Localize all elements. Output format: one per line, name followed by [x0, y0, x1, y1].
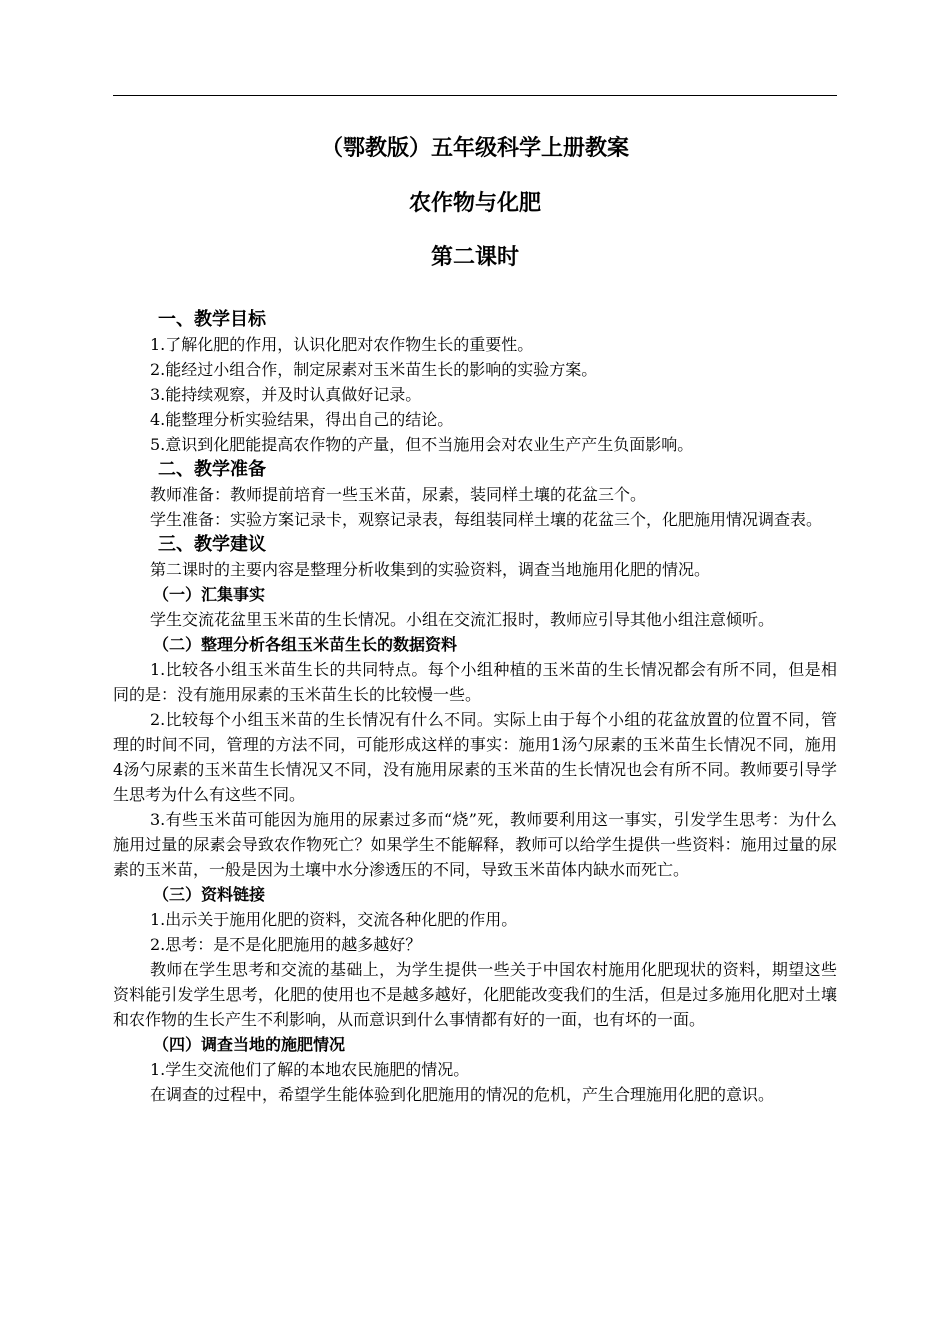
- goal-item: 1.了解化肥的作用，认识化肥对农作物生长的重要性。: [150, 335, 534, 354]
- suggestions-intro: 第二课时的主要内容是整理分析收集到的实验资料，调查当地施用化肥的情况。: [150, 560, 711, 579]
- section-heading-goals: 一、教学目标: [158, 309, 266, 330]
- document-title: （鄂教版）五年级科学上册教案: [320, 135, 629, 161]
- section-heading-suggestions: 三、教学建议: [158, 534, 266, 555]
- paragraph: 1.比较各小组玉米苗生长的共同特点。每个小组种植的玉米苗的生长情况都会有所不同，但是相同的是：没有施用尿素的玉米苗生长的比较慢一些。: [113, 660, 837, 704]
- subsection-heading-analysis: （二）整理分析各组玉米苗生长的数据资料: [153, 635, 458, 654]
- paragraph: 3.有些玉米苗可能因为施用的尿素过多而“烧”死，教师要利用这一事实，引发学生思考：为什么施用过量的尿素会导致农作物死亡？如果学生不能解释，教师可以给学生提供一些资料：施用过量的尿素的玉米苗，一般是因为土壤中水分渗透压的不同，导致玉米苗体内缺水而死亡。: [113, 810, 837, 879]
- document-subtitle: 农作物与化肥: [408, 190, 541, 216]
- preparation-student: 学生准备：实验方案记录卡，观察记录表，每组装同样土壤的花盆三个，化肥施用情况调查表。: [150, 510, 823, 529]
- goal-item: 4.能整理分析实验结果，得出自己的结论。: [150, 410, 454, 429]
- paragraph: 1.学生交流他们了解的本地农民施肥的情况。: [150, 1060, 470, 1079]
- subsection-heading-facts: （一）汇集事实: [153, 585, 266, 604]
- goal-item: 5.意识到化肥能提高农作物的产量，但不当施用会对农业生产产生负面影响。: [150, 435, 694, 454]
- subsection-heading-survey: （四）调查当地的施肥情况: [153, 1035, 346, 1054]
- section-heading-preparation: 二、教学准备: [158, 459, 266, 480]
- paragraph: 在调查的过程中，希望学生能体验到化肥施用的情况的危机，产生合理施用化肥的意识。: [150, 1085, 775, 1104]
- document-body: [113, 128, 837, 1107]
- paragraph: 学生交流花盆里玉米苗的生长情况。小组在交流汇报时，教师应引导其他小组注意倾听。: [150, 610, 775, 629]
- goal-item: 3.能持续观察，并及时认真做好记录。: [150, 385, 422, 404]
- preparation-teacher: 教师准备：教师提前培育一些玉米苗，尿素，装同样土壤的花盆三个。: [150, 485, 647, 504]
- goal-item: 2.能经过小组合作，制定尿素对玉米苗生长的影响的实验方案。: [150, 360, 598, 379]
- header-rule: [113, 95, 837, 96]
- lesson-label: 第二课时: [430, 244, 519, 270]
- paragraph: 教师在学生思考和交流的基础上，为学生提供一些关于中国农村施用化肥现状的资料，期望这些资料能引发学生思考，化肥的使用也不是越多越好，化肥能改变我们的生活，但是过多施用化肥对土壤和农作物的生长产生不利影响，从而意识到什么事情都有好的一面，也有坏的一面。: [113, 960, 837, 1029]
- sections: [113, 307, 837, 1107]
- paragraph: 2.思考：是不是化肥施用的越多越好？: [150, 935, 422, 954]
- paragraph: 1.出示关于施用化肥的资料，交流各种化肥的作用。: [150, 910, 518, 929]
- paragraph: 2.比较每个小组玉米苗的生长情况有什么不同。实际上由于每个小组的花盆放置的位置不同，管理的时间不同，管理的方法不同，可能形成这样的事实：施用1汤勺尿素的玉米苗生长情况不同，施用4汤勺尿素的玉米苗生长情况又不同，没有施用尿素的玉米苗的生长情况也会有所不同。教师要引导学生思考为什么有这些不同。: [113, 710, 837, 804]
- subsection-heading-resources: （三）资料链接: [153, 885, 266, 904]
